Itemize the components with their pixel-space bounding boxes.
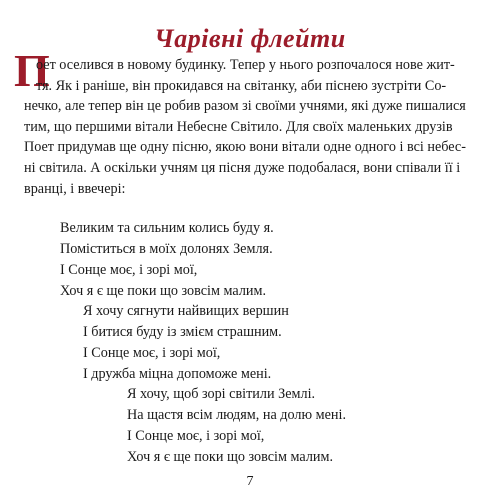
poem-stanza-1	[60, 218, 274, 302]
verse-line: І Сонце моє, і зорі мої,	[60, 262, 198, 278]
paragraph-line: тя. Як і раніше, він прокидався на світанку, аби піснею зустріти Со-	[36, 77, 447, 94]
page-title: Чарівні флейти	[154, 24, 346, 54]
story-paragraph	[24, 55, 478, 199]
page-number: 7	[246, 474, 254, 489]
verse-line: Хоч я є ще поки що зовсім малим.	[127, 449, 334, 465]
poem-stanza-2	[83, 301, 289, 385]
verse-line: І битися буду із змієм страшним.	[83, 324, 282, 340]
verse-line: І Сонце моє, і зорі мої,	[127, 428, 265, 444]
paragraph-line: вранці, і ввечері:	[24, 180, 126, 197]
poem-stanza-3	[127, 384, 346, 468]
verse-line: І Сонце моє, і зорі мої,	[83, 345, 221, 361]
paragraph-line: тим, що першими вітали Небесне Світило. Для своїх маленьких друзів	[24, 118, 453, 135]
drop-cap: П	[14, 45, 50, 96]
verse-line: Я хочу, щоб зорі світили Землі.	[127, 386, 316, 402]
verse-line: Хоч я є ще поки що зовсім малим.	[60, 283, 267, 299]
verse-line: Я хочу сягнути найвищих вершин	[83, 303, 289, 319]
paragraph-line: ні світила. А оскільки учням ця пісня дуже подобалася, вони співали її і	[24, 159, 461, 176]
verse-line: На щастя всім людям, на долю мені.	[127, 407, 346, 423]
verse-line: І дружба міцна допоможе мені.	[83, 366, 272, 382]
paragraph-line: Поет придумав ще одну пісню, якою вони вітали одне одного і всі небес-	[24, 139, 466, 156]
paragraph-line: нечко, але тепер він це робив разом зі своїми учнями, які дуже пишалися	[24, 98, 466, 115]
paragraph-line: оет оселився в новому будинку. Тепер у нього розпочалося нове жит-	[36, 57, 455, 73]
verse-line: Поміститься в моїх долонях Земля.	[60, 241, 273, 257]
verse-line: Великим та сильним колись буду я.	[60, 220, 274, 236]
